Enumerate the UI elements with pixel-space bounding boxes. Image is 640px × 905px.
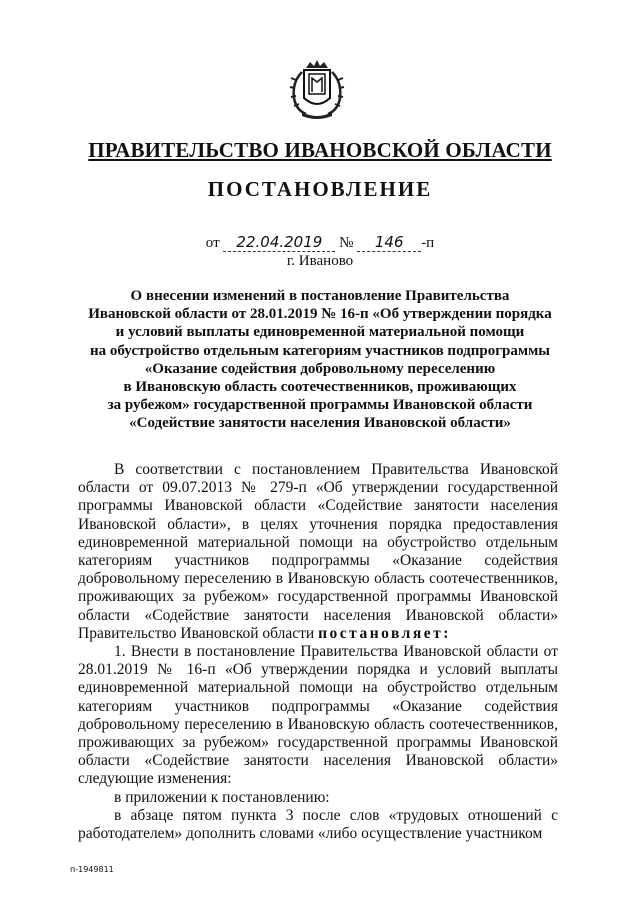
preamble-paragraph (78, 461, 558, 643)
city-line: г. Иваново (286, 253, 354, 269)
handwritten-date: 22.04.2019 (223, 233, 335, 252)
amendment-paragraph: в абзаце пятом пункта 3 после слов «трудовых отношений с работодателем» дополнить словами «либо осуществление участником (78, 806, 558, 843)
date-prefix: от (205, 235, 220, 251)
subject-line: «Оказание содействия добровольному переселению (144, 360, 496, 377)
subject-block (70, 287, 570, 433)
footer-code: п-1949811 (70, 865, 114, 874)
decree-word: постановляет: (318, 624, 451, 642)
subject-line: «Содействие занятости населения Ивановской области» (129, 415, 511, 432)
coat-of-arms-emblem (288, 58, 346, 120)
subject-line: и условий выплаты единовременной материальной помощи (115, 324, 525, 341)
number-suffix: -п (421, 235, 435, 251)
subject-line: на обустройство отдельным категориям участников подпрограммы (89, 342, 551, 359)
preamble-text: В соответствии с постановлением Правительства Ивановской области от 09.07.2013 № 279-п «Об утверждении государственной программы Ивановской области «Содействие занятости населения Ивановской области», в целях уточнения порядка предоставления единовременной материальной помощи на обустройство отдельным категориям участников подпрограммы «Оказание содействия добровольному переселению в Ивановскую область соотечественников, проживающих за рубежом» государственной программы Ивановской области «Содействие занятости населения Ивановской области» Правительство Ивановской области (78, 461, 558, 642)
subject-line: Ивановской области от 28.01.2019 № 16-п «Об утверждении порядка (88, 306, 552, 323)
clause-1-paragraph: 1. Внести в постановление Правительства Ивановской области от 28.01.2019 № 16-п «Об утверждении порядка и условий выплаты единовременной материальной помощи на обустройство отдельным категориям участников подпрограммы «Оказание содействия добровольному переселению в Ивановскую область соотечественников, проживающих за рубежом» государственной программы Ивановской области «Содействие занятости населения Ивановской области» следующие изменения: (78, 643, 558, 788)
document-body (78, 461, 558, 843)
number-sign: № (339, 235, 354, 251)
government-title: ПРАВИТЕЛЬСТВО ИВАНОВСКОЙ ОБЛАСТИ (88, 138, 552, 162)
subject-line: в Ивановскую область соотечественников, проживающих (123, 379, 517, 396)
date-number-line (0, 233, 640, 252)
subject-line: О внесении изменений в постановление Правительства (130, 288, 510, 304)
document-type-heading: ПОСТАНОВЛЕНИЕ (207, 177, 433, 201)
handwritten-number: 146 (357, 233, 421, 252)
subject-line: за рубежом» государственной программы Ивановской области (107, 397, 533, 414)
annex-paragraph: в приложении к постановлению: (114, 788, 330, 806)
